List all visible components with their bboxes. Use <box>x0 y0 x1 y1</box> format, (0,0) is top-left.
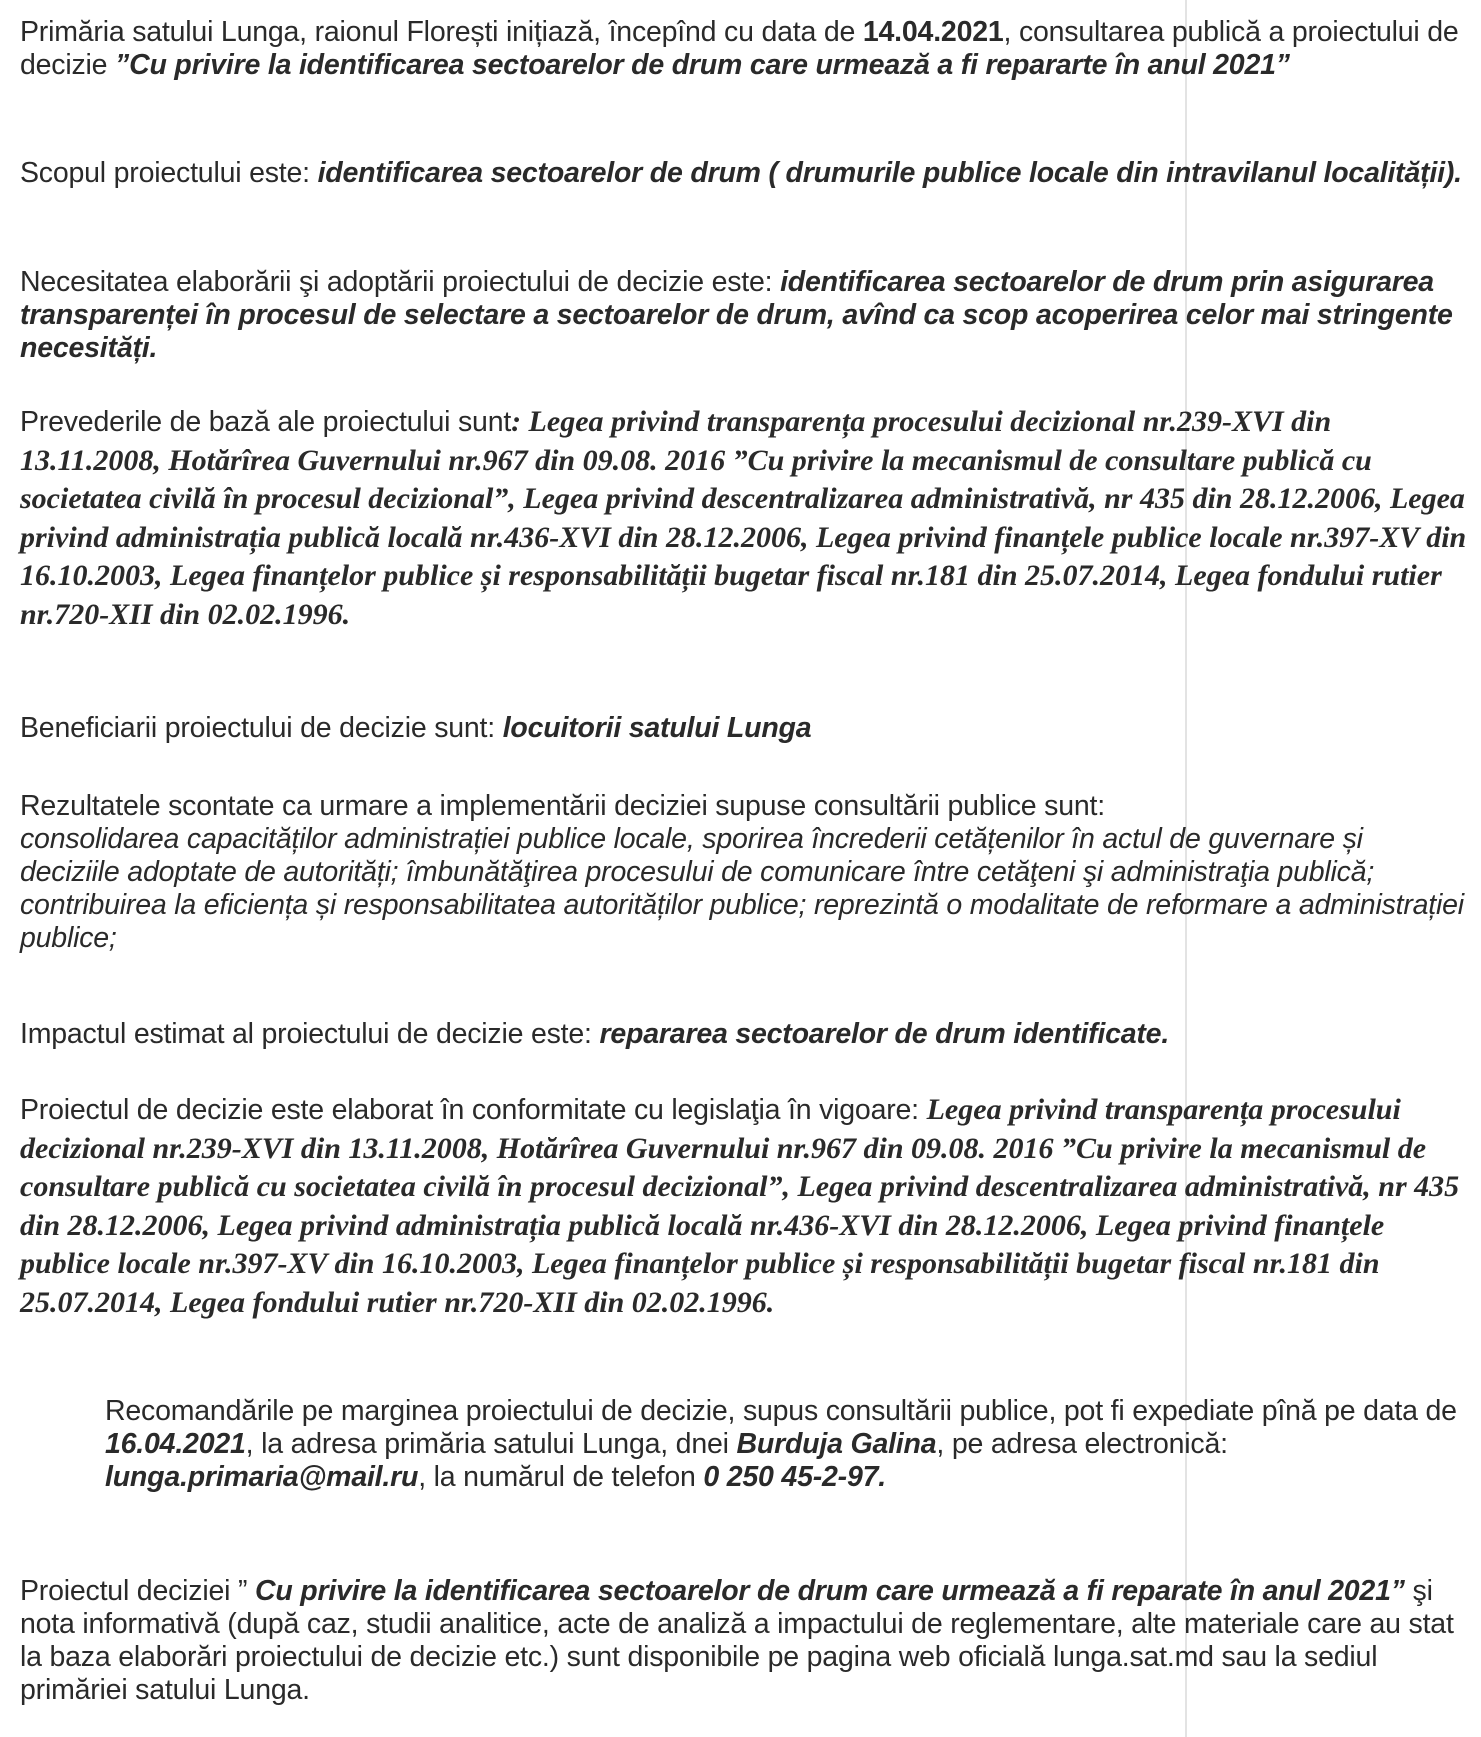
paragraph-impact <box>20 1018 1470 1051</box>
recommendations-text-2: , la adresa primăria satului Lunga, dnei <box>245 1428 737 1460</box>
recommendations-text-4: , la numărul de telefon <box>418 1461 704 1493</box>
paragraph-legislation <box>20 1093 1470 1324</box>
paragraph-beneficiaries <box>20 712 1470 745</box>
paragraph-results <box>20 790 1470 955</box>
decision-title: ”Cu privire la identificarea sectoarelor de drum care urmează a fi repararte în anul 2021” <box>115 49 1290 81</box>
contact-phone: 0 250 45-2-97. <box>703 1461 886 1493</box>
decision-title-repeat: Cu privire la identificarea sectoarelor de drum care urmează a fi reparate în anul 2021” <box>254 1575 1405 1607</box>
contact-person: Burduja Galina <box>736 1428 937 1460</box>
contact-email[interactable]: lunga.primaria@mail.ru <box>105 1461 419 1493</box>
purpose-label: Scopul proiectului este: <box>20 157 318 189</box>
impact-value: repararea sectoarelor de drum identificate. <box>599 1018 1170 1050</box>
recommendations-text: Recomandările pe marginea proiectului de decizie, supus consultării publice, pot fi expediate pînă pe data de <box>105 1395 1457 1427</box>
necessity-label: Necesitatea elaborării şi adoptării proiectului de decizie este: <box>20 266 781 298</box>
beneficiaries-value: locuitorii satului Lunga <box>502 712 812 744</box>
consultation-start-date: 14.04.2021 <box>862 16 1004 48</box>
deadline-date: 16.04.2021 <box>105 1428 246 1460</box>
provisions-label: Prevederile de bază ale proiectului sunt <box>20 406 512 438</box>
availability-text: Proiectul deciziei ” <box>20 1575 255 1607</box>
results-value: consolidarea capacităților administrației publice locale, sporirea încrederii cetățenilor în actul de guvernare și deciziile adoptate de autorități; îmbunătăţirea procesului de comunicare între cetăţeni şi administraţia publică; contribuirea la eficiența și responsabilitatea autorităților publice; reprezintă o modalitate de reformare a administrației publice; <box>20 823 1464 954</box>
intro-text: Primăria satului Lunga, raionul Florești inițiază, începînd cu data de <box>20 16 863 48</box>
paragraph-recommendations <box>105 1395 1475 1494</box>
purpose-value: identificarea sectoarelor de drum ( drumurile publice locale din intravilanul localității). <box>317 157 1462 189</box>
impact-label: Impactul estimat al proiectului de decizie este: <box>20 1018 600 1050</box>
provisions-value: : Legea privind transparența procesului decizional nr.239-XVI din 13.11.2008, Hotărîrea Guvernului nr.967 din 09.08. 2016 ”Cu privire la mecanismul de consultare publică cu societatea civilă în procesul decizional”, Legea privind descentralizarea administrativă, nr 435 din 28.12.2006, Legea privind administrația publică locală nr.436-XVI din 28.12.2006, Legea privind finanțele publice locale nr.397-XV din 16.10.2003, Legea finanțelor publice și responsabilității bugetar fiscal nr.181 din 25.07.2014, Legea fondului rutier nr.720-XII din 02.02.1996. <box>20 405 1467 631</box>
paragraph-provisions <box>20 405 1470 636</box>
paragraph-availability <box>20 1575 1470 1707</box>
necessity-value: identificarea sectoarelor de drum prin asigurarea transparenței în procesul de selectare a sectoarelor de drum, avînd ca scop acoperirea celor mai stringente necesități. <box>20 266 1453 364</box>
availability-text-2: şi nota informativă (după caz, studii analitice, acte de analiză a impactului de reglementare, alte materiale care au stat la baza elaborări proiectului de decizie etc.) sunt disponibile pe pagina web oficială lunga.sat.md sau la sediul primăriei satului Lunga. <box>20 1575 1454 1706</box>
paragraph-necessity <box>20 266 1470 365</box>
beneficiaries-label: Beneficiarii proiectului de decizie sunt: <box>20 712 503 744</box>
recommendations-text-3: , pe adresa electronică: <box>936 1428 1228 1460</box>
paragraph-intro <box>20 16 1470 82</box>
legislation-value: Legea privind transparența procesului decizional nr.239-XVI din 13.11.2008, Hotărîrea Guvernului nr.967 din 09.08. 2016 ”Cu privire la mecanismul de consultare publică cu societatea civilă în procesul decizional”, Legea privind descentralizarea administrativă, nr 435 din 28.12.2006, Legea privind administrația publică locală nr.436-XVI din 28.12.2006, Legea privind finanțele publice locale nr.397-XV din 16.10.2003, Legea finanțelor publice și responsabilității bugetar fiscal nr.181 din 25.07.2014, Legea fondului rutier nr.720-XII din 02.02.1996. <box>20 1093 1460 1319</box>
intro-text-2: , consultarea publică a proiectului de decizie <box>20 16 1459 81</box>
legislation-label: Proiectul de decizie este elaborat în conformitate cu legislaţia în vigoare: <box>20 1094 927 1126</box>
paragraph-purpose <box>20 157 1470 190</box>
results-label: Rezultatele scontate ca urmare a implementării deciziei supuse consultării publice sunt: <box>20 790 1105 822</box>
